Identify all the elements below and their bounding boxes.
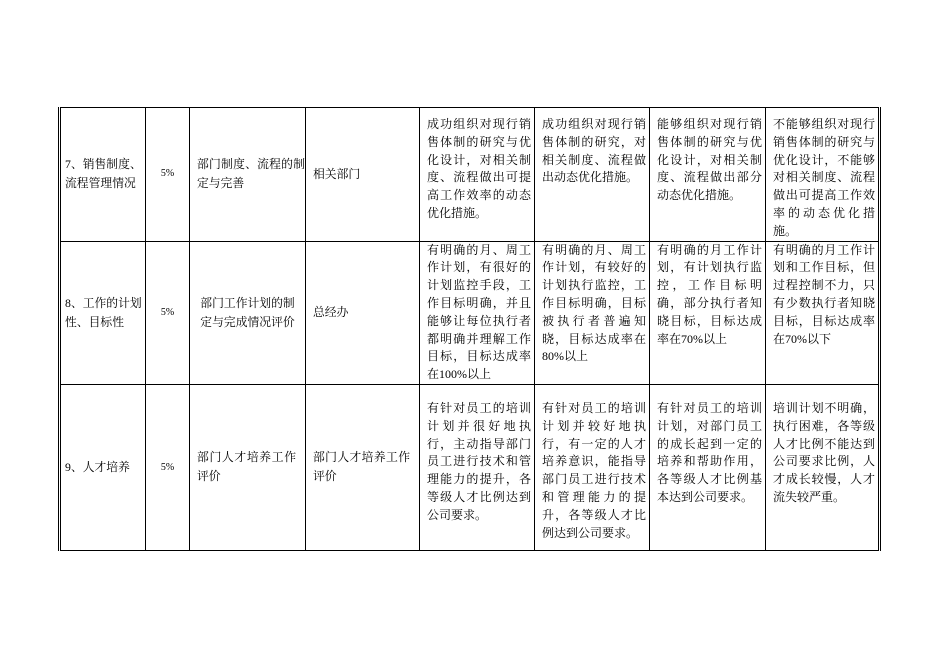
- evaluation-table: [58, 107, 881, 551]
- table-row: [60, 108, 880, 242]
- evaluator-cell: 相关部门: [306, 108, 420, 242]
- level-1-criteria-cell: 成功组织对现行销售体制的研究与优化设计，对相关制度、流程做出可提高工作效率的动态优化措施。: [420, 108, 535, 242]
- level-2-criteria-cell: 成功组织对现行销售体制的研究，对相关制度、流程做出动态优化措施。: [535, 108, 650, 242]
- assessment-item-cell: 8、工作的计划性、目标性: [60, 241, 146, 384]
- level-3-criteria-cell: 有针对员工的培训计划，对部门员工的成长起到一定的培养和帮助作用，各等级人才比例基本达到公司要求。: [650, 384, 766, 550]
- level-2-criteria-cell: 有明确的月、周工作计划，有较好的计划执行监控，工作目标明确，目标被执行者普遍知晓，目标达成率在 80%以上: [535, 241, 650, 384]
- table-row: [60, 384, 880, 550]
- weight-cell: 5%: [146, 384, 190, 550]
- level-4-criteria-cell: 有明确的月工作计划和工作目标，但过程控制不力，只有少数执行者知晓目标，目标达成率在70%以下: [766, 241, 880, 384]
- weight-cell: 5%: [146, 241, 190, 384]
- level-4-criteria-cell: 培训计划不明确，执行困难，各等级人才比例不能达到公司要求比例，人才成长较慢，人才流失较严重。: [766, 384, 880, 550]
- assessment-content-cell: 部门制度、流程的制定与完善: [190, 108, 306, 242]
- evaluator-cell: 总经办: [306, 241, 420, 384]
- assessment-content-cell: 部门人才培养工作评价: [190, 384, 306, 550]
- level-1-criteria-cell: 有明确的月、周工作计划，有很好的计划监控手段，工作目标明确，并且能够让每位执行者都明确并理解工作目标，目标达成率在100%以上: [420, 241, 535, 384]
- level-3-criteria-cell: 有明确的月工作计划，有计划执行监控，工作目标明确，部分执行者知晓目标，目标达成率在70%以上: [650, 241, 766, 384]
- level-1-criteria-cell: 有针对员工的培训计划并很好地执行，主动指导部门员工进行技术和管理能力的提升，各等级人才比例达到公司要求。: [420, 384, 535, 550]
- level-4-criteria-cell: 不能够组织对现行销售体制的研究与优化设计，不能够对相关制度、流程做出可提高工作效率的动态优化措施。: [766, 108, 880, 242]
- assessment-item-cell: 7、销售制度、流程管理情况: [60, 108, 146, 242]
- table-row: [60, 241, 880, 384]
- weight-cell: 5%: [146, 108, 190, 242]
- assessment-content-cell: 部门工作计划的制定与完成情况评价: [190, 241, 306, 384]
- evaluator-cell: 部门人才培养工作评价: [306, 384, 420, 550]
- assessment-item-cell: 9、人才培养: [60, 384, 146, 550]
- level-2-criteria-cell: 有针对员工的培训计划并较好地执行，有一定的人才培养意识，能指导部门员工进行技术和管理能力的提升，各等级人才比例达到公司要求。: [535, 384, 650, 550]
- level-3-criteria-cell: 能够组织对现行销售体制的研究与优化设计，对相关制度、流程做出部分动态优化措施。: [650, 108, 766, 242]
